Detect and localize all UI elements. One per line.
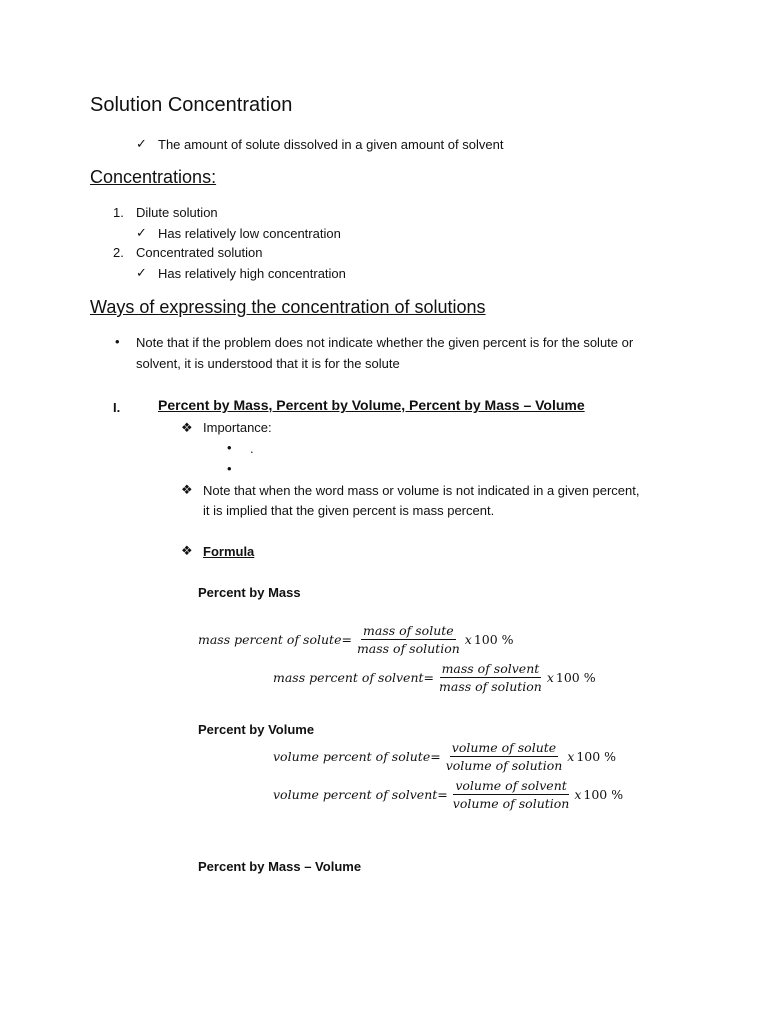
- page-title: Solution Concentration: [90, 94, 293, 116]
- factor: 100 %: [576, 749, 617, 764]
- check-icon: ✓: [136, 265, 147, 280]
- equals-sign: =: [341, 632, 352, 647]
- equals-sign: =: [437, 787, 448, 802]
- list-item-sub: Has relatively low concentration: [158, 226, 341, 241]
- percent-by-mass-heading: Percent by Mass: [198, 585, 301, 600]
- list-item-number: 2.: [113, 245, 124, 260]
- numerator: volume of solute: [451, 740, 557, 755]
- section-numeral: I.: [113, 400, 121, 415]
- fraction: [437, 661, 544, 694]
- equation-lhs: mass percent of solute: [198, 632, 342, 647]
- check-icon: ✓: [136, 225, 147, 240]
- concentrations-heading: Concentrations:: [90, 167, 217, 187]
- denominator: mass of solution: [356, 641, 460, 656]
- equation-mass-solvent: [273, 661, 596, 694]
- fraction: [444, 740, 565, 773]
- factor: 100 %: [583, 787, 624, 802]
- fraction: [451, 778, 572, 811]
- importance-item: .: [250, 441, 254, 456]
- numerator: mass of solvent: [441, 661, 540, 676]
- diamond-icon: ❖: [181, 482, 193, 497]
- list-item-number: 1.: [113, 205, 124, 220]
- numerator: mass of solute: [363, 623, 454, 638]
- importance-label: Importance:: [203, 420, 272, 435]
- bullet-icon: •: [227, 440, 232, 455]
- denominator: mass of solution: [439, 679, 542, 694]
- denominator: volume of solution: [445, 758, 563, 773]
- ways-note-line1: Note that if the problem does not indicate whether the given percent is for the solute or: [136, 335, 634, 350]
- times-symbol: x: [567, 749, 575, 764]
- factor: 100 %: [555, 670, 596, 685]
- equals-sign: =: [423, 670, 435, 685]
- equation-mass-solute: [198, 623, 514, 656]
- equation-volume-solvent: [273, 778, 623, 811]
- list-item-label: Dilute solution: [136, 205, 218, 220]
- equation-lhs: volume percent of solvent: [273, 787, 438, 802]
- mass-note-line2: it is implied that the given percent is mass percent.: [203, 503, 495, 518]
- equation-volume-solute: [273, 740, 616, 773]
- bullet-icon: •: [115, 334, 120, 349]
- diamond-icon: ❖: [181, 543, 193, 558]
- list-item-label: Concentrated solution: [136, 245, 263, 260]
- list-item-sub: Has relatively high concentration: [158, 266, 346, 281]
- bullet-icon: •: [227, 461, 232, 476]
- definition-check-icon: ✓: [136, 136, 147, 151]
- fraction: [355, 623, 462, 656]
- diamond-icon: ❖: [181, 420, 193, 435]
- times-symbol: x: [546, 670, 554, 685]
- definition-text: The amount of solute dissolved in a given amount of solvent: [158, 137, 504, 152]
- ways-note-line2: solvent, it is understood that it is for the solute: [136, 356, 400, 371]
- mass-note-line1: Note that when the word mass or volume is not indicated in a given percent,: [203, 483, 640, 498]
- ways-heading: Ways of expressing the concentration of solutions: [90, 297, 486, 317]
- numerator: volume of solvent: [455, 778, 567, 793]
- percent-by-volume-heading: Percent by Volume: [198, 722, 315, 737]
- times-symbol: x: [574, 787, 582, 802]
- equation-lhs: mass percent of solvent: [273, 670, 424, 685]
- factor: 100 %: [473, 632, 514, 647]
- times-symbol: x: [464, 632, 472, 647]
- section-heading: Percent by Mass, Percent by Volume, Percent by Mass – Volume: [158, 397, 585, 413]
- denominator: volume of solution: [452, 796, 570, 811]
- equation-lhs: volume percent of solute: [273, 749, 431, 764]
- formula-label: Formula: [203, 544, 255, 559]
- percent-by-mass-volume-heading: Percent by Mass – Volume: [198, 859, 362, 874]
- equals-sign: =: [430, 749, 441, 764]
